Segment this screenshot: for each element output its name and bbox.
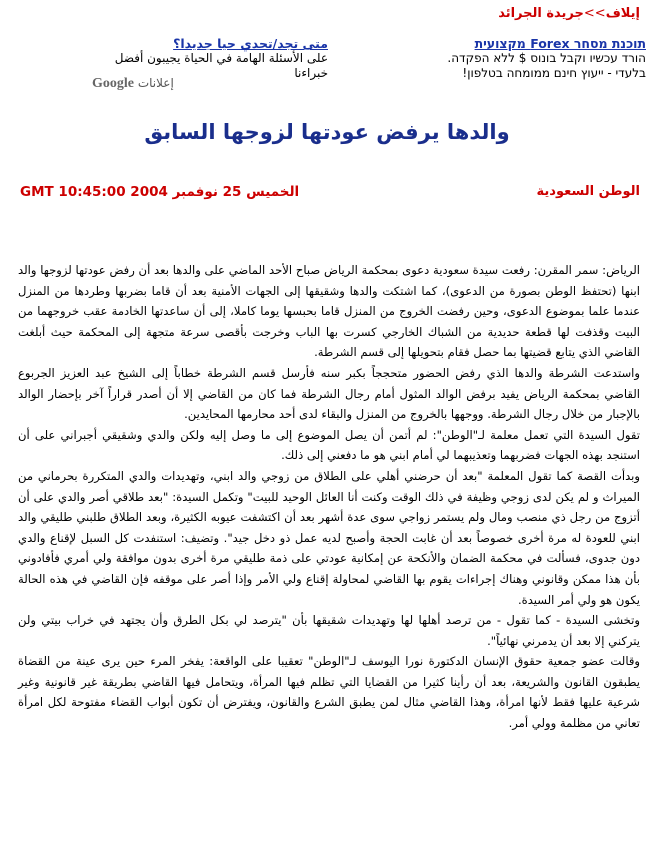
article-paragraph: واستدعت الشرطة والدها الذي رفض الحضور متحججاً بكبر سنه فأرسل قسم الشرطة خطاباً إلى الشيخ عبد العزيز الجربوع القاضي بمحكمة الرياض يفيد برفض الوالد المثول أمام رجال الشرطة فما كان من القاضي إلا أن أصدر قراراً آخر بإحضار الوالد بالإجبار من خلال رجال الشرطة. ووجهها بالخروج من المنزل والبقاء لدى أحد محارمها المحايدين.: [18, 365, 640, 422]
article-headline: والدها يرفض عودتها لزوجها السابق: [144, 120, 510, 144]
top-bar: [0, 0, 654, 30]
arabic-ad-title-link[interactable]: متى تجد/تحدي حيا جديدا؟: [173, 36, 328, 51]
hebrew-ad-title-link[interactable]: תוכנת מסחר Forex מקצועית: [474, 36, 646, 51]
article-paragraph: وتخشى السيدة - كما تقول - من ترصد أهلها لها وتهديدات شقيقها بأن "يترصد لي بكل الطرق وأن يجتهد في خراب بيتي ولن يتركني إلا بعد أن يدمرني نهائياً".: [18, 613, 640, 648]
article-body: [18, 260, 640, 734]
google-logo: Google: [92, 76, 134, 91]
ads-label: إعلانات: [137, 76, 174, 90]
article-source: الوطن السعودية: [536, 184, 640, 199]
article-date: الخميس 25 نوفمبر 2004 GMT 10:45:00: [20, 184, 300, 200]
hebrew-ad-line-2: בלעדי - ייעוץ חינם ממומחה בטלפון!: [462, 66, 646, 80]
hebrew-ad[interactable]: [356, 36, 646, 96]
breadcrumb: [498, 6, 640, 21]
arabic-ad-line-2: خبراءنا: [294, 66, 328, 80]
arabic-ad-line-1: على الأسئلة الهامة في الحياة يجيبون أفضل: [114, 51, 328, 65]
hebrew-ad-line-1: הורד עכשיו וקבל בונוס $ ללא הפקדה.: [447, 51, 646, 65]
breadcrumb-home-link[interactable]: إيلاف: [605, 6, 640, 21]
ads-by-google[interactable]: [92, 76, 174, 92]
article-paragraph: الرياض: سمر المقرن: رفعت سيدة سعودية دعوى بمحكمة الرياض صباح الأحد الماضي على والدها بعد أن رفض عودتها لزوجها والد ابنها (تحتفظ الوطن بصورة من الدعوى)، كما اشتكت والدها وشقيقها إلى الجهات الأمنية بعد أن قاما بضربها وطردها من المنزل عندما علما بموضوع الدعوى، وحين رفضت الخروج من المنزل قاما بحبسها يوما كاملا، إلى أن ساعدتها الخادمة عقب خروجهما من البيت وقذفت لها قطعة حديدية من الشباك الخارجي كسرت بها الباب وخرجت بأقصى سرعة متجهة إلى المحكمة حيث أبلغت القاضي الذي يتابع قضيتها بما حصل فقام بتحويلها إلى قسم الشرطة.: [18, 263, 640, 360]
article-paragraph: وبدأت القصة كما تقول المعلمة "بعد أن حرضني أهلي على الطلاق من زوجي والد ابني، وتهديدات والدي المتكررة بحرماني من الميراث و لم يكن لدى زوجي وظيفة في ذلك الوقت وكنت أنا العائل الوحيد للبيت" وتكمل السيدة: "بعد طلاقي أصر والدي على أن أتزوج من رجل ذي منصب ومال ولم يستمر زواجي سوى عدة أشهر بعد أن اكتشفت عيوبه الكثيرة، وبعد الطلاق طلبني طليقي والد ابني للعودة له مرة أخرى خصوصاً بعد أن غابت الحجة وأصبح لديه عمل ذو دخل جيد". وتضيف: استنفدت كل السبل لإقناع والدي دون جدوى، فسألت في محكمة الضمان والأنكحة عن إمكانية عودتي على ذمة طليقي مرة أخرى بدون موافقة ولي أمري فأفادوني بأن هذا ممكن وقانوني وهناك إجراءات يقوم بها القاضي لمحاولة إقناع ولي الأمر وإذا أصر على موقفه فإن القاضي في هذه الحالة يكون هو ولي أمر السيدة.: [18, 468, 640, 607]
breadcrumb-separator: >>: [583, 6, 606, 21]
article-paragraph: تقول السيدة التي تعمل معلمة لـ"الوطن": لم أتمن أن يصل الموضوع إلى ما وصل إليه ولكن والدي وشقيقي أجبراني على أن استنجد بهذه الجهات فضربهما وتعذيبهما لي أمام ابني هو ما دفعني إلى ذلك.: [18, 427, 640, 463]
breadcrumb-section-link[interactable]: جريدة الجرائد: [498, 6, 584, 21]
article-paragraph: وقالت عضو جمعية حقوق الإنسان الدكتورة نورا اليوسف لـ"الوطن" تعقيبا على الواقعة: يفخر المرء حين يرى عينة من القضاة يطبقون القانون والشريعة، بعد أن رأينا كثيرا من القضايا التي تظلم فيها المرأة، ويتحامل فيها القاضي بطريقة غير قانونية وغير شرعية عليها فقط لأنها امرأة، وهذا القاضي مثال لمن يطبق الشرع والقانون، ويفترض أن تكون أبواب القضاء مفتوحة لكل امرأة تعاني من مظلمة وولي أمر.: [18, 654, 640, 731]
